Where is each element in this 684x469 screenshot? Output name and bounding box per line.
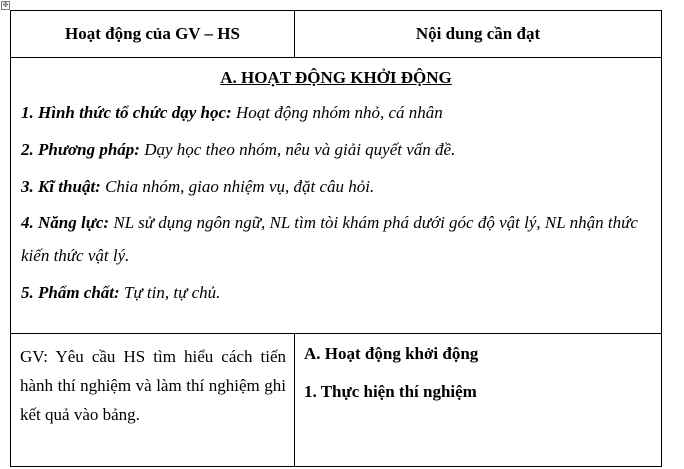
item-competence <box>21 206 651 272</box>
teacher-instruction-text: GV: Yêu cầu HS tìm hiểu cách tiến hành thí nghiệm và làm thí nghiệm ghi kết quả vào bảng. <box>20 347 286 424</box>
section-title: A. HOẠT ĐỘNG KHỞI ĐỘNG <box>220 68 452 87</box>
warmup-section-cell <box>11 58 662 334</box>
header-col1-label: Hoạt động của GV – HS <box>65 24 240 43</box>
item-technique <box>21 175 651 199</box>
header-required-content <box>295 11 662 58</box>
item-label: 2. Phương pháp: <box>21 140 140 159</box>
header-col2-label: Nội dung cần đạt <box>415 24 541 43</box>
item-label: 3. Kĩ thuật: <box>21 177 101 196</box>
item-label: 1. Hình thức tổ chức dạy học: <box>21 103 232 122</box>
lesson-table <box>10 10 662 467</box>
table-move-handle-icon[interactable]: ✥ <box>2 1 9 9</box>
item-value: Dạy học theo nhóm, nêu và giải quyết vấn đề. <box>139 140 456 159</box>
item-value: Hoạt động nhóm nhỏ, cá nhân <box>231 103 443 122</box>
content-heading: A. Hoạt động khởi động <box>304 344 479 363</box>
section-row <box>11 58 662 334</box>
content-subheading: 1. Thực hiện thí nghiệm <box>304 382 477 401</box>
item-value: NL sử dụng ngôn ngữ, NL tìm tòi khám phá dưới góc độ vật lý, NL nhận thức kiến thức vật lý. <box>21 213 638 265</box>
header-teacher-student-activity <box>11 11 295 58</box>
content-cell <box>295 334 662 467</box>
item-value: Tự tin, tự chủ. <box>119 283 221 302</box>
activity-row <box>11 334 662 467</box>
header-row <box>11 11 662 58</box>
item-label: 4. Năng lực: <box>21 213 110 232</box>
item-teaching-form <box>21 101 651 125</box>
item-label: 5. Phẩm chất: <box>21 283 120 302</box>
teacher-instruction-cell <box>11 334 295 467</box>
item-method <box>21 138 651 162</box>
item-value: Chia nhóm, giao nhiệm vụ, đặt câu hỏi. <box>100 177 375 196</box>
item-quality <box>21 281 651 305</box>
